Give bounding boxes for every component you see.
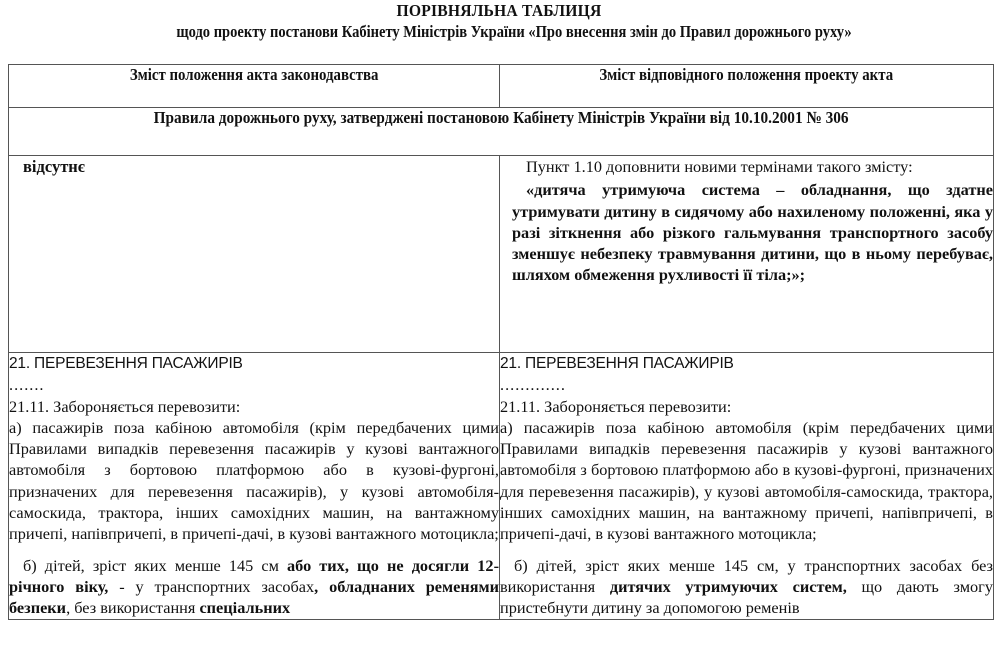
- chapter-heading: 21. ПЕРЕВЕЗЕННЯ ПАСАЖИРІВ: [9, 355, 243, 372]
- item-b-part-bold: , обладнаних ременями безпеки: [9, 576, 499, 618]
- column-header-label: Зміст положення акта законодавства: [129, 65, 379, 84]
- table-row: [9, 353, 994, 620]
- document-title: ПОРІВНЯЛЬНА ТАБЛИЦЯ: [396, 1, 602, 20]
- item-b-part: , без використання: [66, 598, 200, 618]
- item-b-part-bold: спеціальних: [199, 598, 291, 618]
- item-b-text: [9, 555, 499, 619]
- item-b-text: [500, 555, 993, 619]
- item-b-part: що дають змогу пристебнути дитину за допомогою ременів: [500, 576, 993, 618]
- current-act-cell: [9, 353, 500, 620]
- column-header-label: Зміст відповідного положення проекту акта: [599, 65, 894, 84]
- table-header-row: [9, 65, 994, 108]
- clause-text: 21.11. Забороняється перевозити:: [500, 396, 732, 416]
- amendment-intro: Пункт 1.10 доповнити новими термінами такого змісту:: [526, 157, 913, 176]
- absent-text: відсутнє: [23, 157, 85, 176]
- column-header-current-act: [9, 65, 500, 108]
- column-header-draft-act: [500, 65, 994, 108]
- section-title: Правила дорожнього руху, затверджені постановою Кабінету Міністрів України від 10.10.2001 № 306: [153, 108, 849, 127]
- definition-text: «дитяча утримуюча система – обладнання, що здатне утримувати дитину в сидячому або нахиленому положенні, яка у разі зіткнення або різкого гальмування транспортного засобу зменшує небезпеку травмування дитини, що в ньому перебуває, шляхом обмеження рухливості її тіла;»;: [512, 180, 993, 285]
- clause-text: 21.11. Забороняється перевозити:: [9, 396, 241, 416]
- chapter-heading: 21. ПЕРЕВЕЗЕННЯ ПАСАЖИРІВ: [500, 355, 734, 372]
- section-row: [9, 108, 994, 156]
- item-b-part-bold: або тих, що не досягли 12-річного віку,: [9, 555, 499, 596]
- draft-act-cell: [500, 353, 994, 620]
- current-act-cell: [9, 156, 500, 353]
- item-a-text: а) пасажирів поза кабіною автомобіля (крім передбачених цими Правилами випадків перевезення пасажирів у кузові вантажного автомобіля з бортовою платформою або в кузові-фургоні, призначених для перевезення пасажирів), у кузові автомобіля-самоскида, трактора, інших самохідних машин, на вантажному причепі, напівпричепі, в причепі-дачі, в кузові вантажного мотоцикла;: [9, 417, 499, 544]
- item-a-text: а) пасажирів поза кабіною автомобіля (крім передбачених цими Правилами випадків перевезення пасажирів у кузові вантажного автомобіля з бортовою платформою або в кузові-фургоні, призначених для перевезення пасажирів), у кузові автомобіля-самоскида, трактора, інших самохідних машин, на вантажному причепі, напівпричепі, в причепі-дачі, в кузові вантажного мотоцикла;: [500, 417, 993, 544]
- draft-act-cell: [500, 156, 994, 353]
- ellipsis: .............: [500, 375, 566, 395]
- item-b-part: - у транспортних засобах: [108, 576, 315, 596]
- item-b-part: б) дітей, зріст яких менше 145 см: [23, 555, 287, 575]
- document-subtitle: щодо проекту постанови Кабінету Міністрів України «Про внесення змін до Правил дорожнього руху»: [176, 22, 852, 41]
- section-title-cell: [9, 108, 994, 156]
- item-b-part-bold: дитячих утримуючих систем,: [609, 576, 847, 596]
- table-row: [9, 156, 994, 353]
- item-b-part: б) дітей, зріст яких менше 145 см, у транспортних засобах без використання: [500, 555, 993, 596]
- comparison-table: [8, 64, 994, 620]
- ellipsis: .......: [9, 375, 45, 395]
